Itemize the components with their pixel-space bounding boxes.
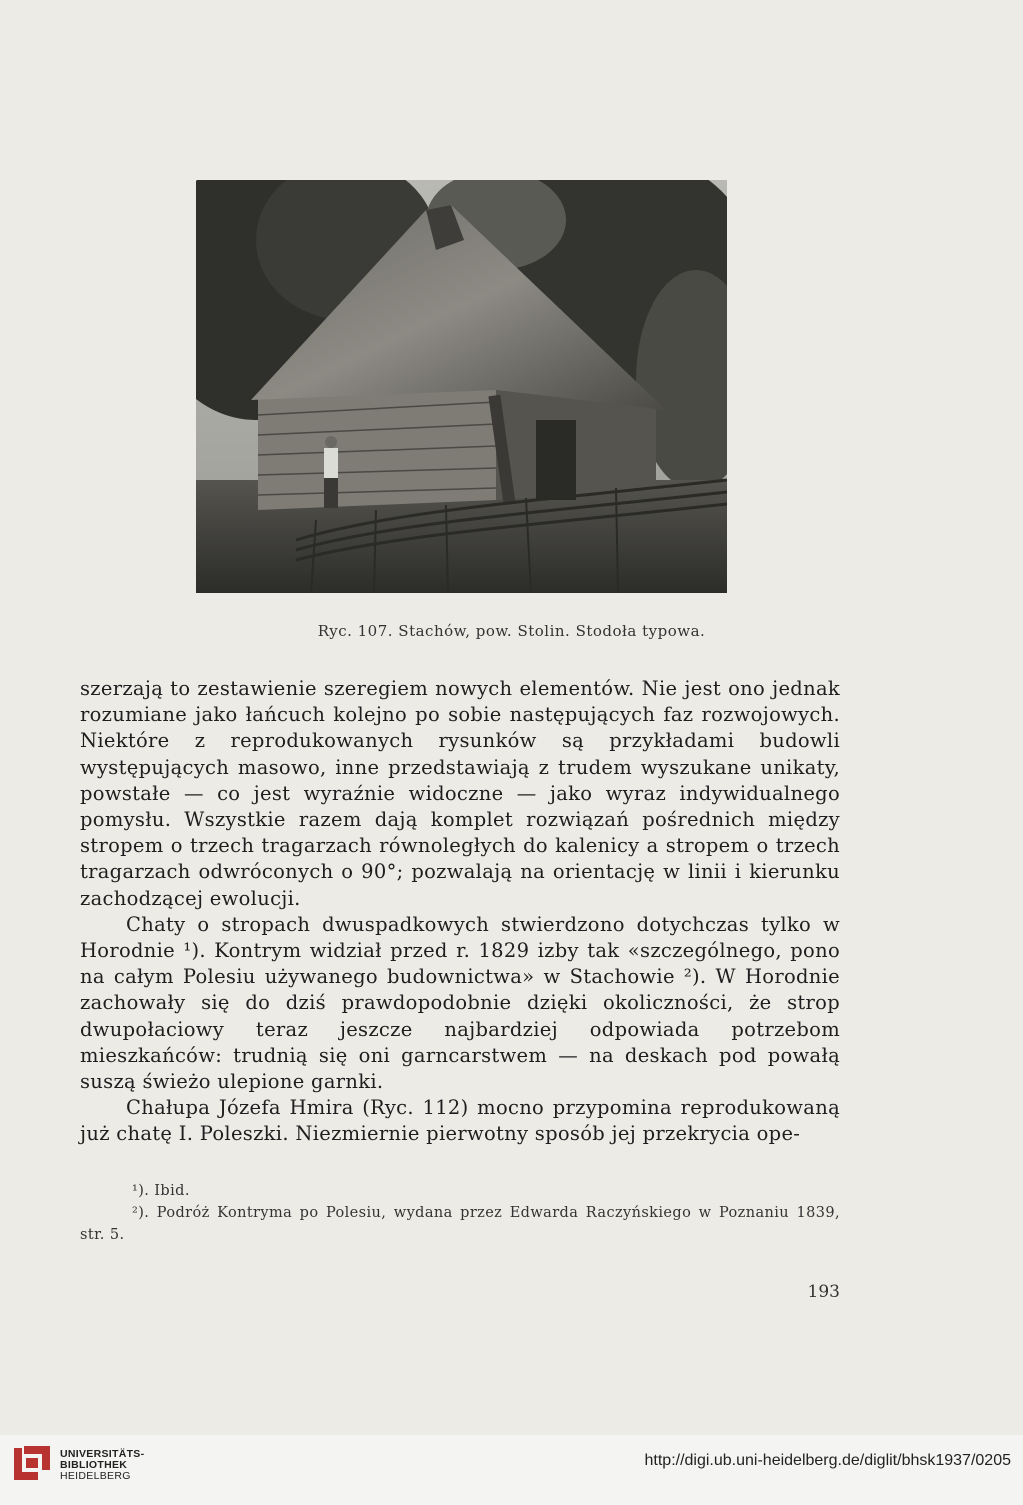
paragraph-3: Chałupa Józefa Hmira (Ryc. 112) mocno przypomina reprodukowaną już chatę I. Poleszki. Niezmiernie pierwotny sposób jej przekrycia ope- bbox=[80, 1096, 840, 1146]
paragraph-2: Chaty o stropach dwuspadkowych stwierdzono dotychczas tylko w Horodnie ¹). Kontrym widział przed r. 1829 izby tak «szczególnego, pono na całym Polesiu używanego budownictwa» w Stachowie ²). W Horodnie zachowały się do dziś prawdopodobnie dzięki okoliczności, że strop dwupołaciowy teraz jeszcze najbardziej odpowiada potrzebom mieszkańców: trudnią się oni garncarstwem — na deskach pod powałą suszą świeżo ulepione garnki. bbox=[80, 912, 840, 1094]
barn-image bbox=[196, 180, 727, 593]
library-name-line-2: BIBLIOTHEK bbox=[60, 1459, 128, 1471]
paragraph-1: szerzają to zestawienie szeregiem nowych elementów. Nie jest ono jednak rozumiane jako łańcuch kolejno po sobie następujących faz rozwojowych. Niektóre z reprodukowanych rysunków są przykładami budowli występujących masowo, inne przedstawiają z trudem wyszukane unikaty, powstałe — co jest wyraźnie widoczne — jako wyraz indywidualnego pomysłu. Wszystkie razem dają komplet rozwiązań pośrednich między stropem o trzech tragarzach równoległych do kalenicy a stropem o trzech tragarzach odwróconych o 90°; pozwalają na orientację w linii i kierunku zachodzącej ewolucji. bbox=[80, 677, 840, 910]
library-name bbox=[60, 1449, 144, 1482]
footnotes bbox=[80, 1180, 840, 1246]
library-name-line-3: HEIDELBERG bbox=[60, 1470, 131, 1482]
footnote-2: ²). Podróż Kontryma po Polesiu, wydana przez Edwarda Raczyńskiego w Poznaniu 1839, str. 5. bbox=[80, 1205, 840, 1243]
footer-bar bbox=[0, 1435, 1023, 1505]
source-url-link[interactable]: http://digi.ub.uni-heidelberg.de/diglit/bhsk1937/0205 bbox=[644, 1452, 1011, 1469]
library-logo-icon bbox=[10, 1440, 54, 1484]
barn-photograph bbox=[196, 180, 727, 593]
figure-caption: Ryc. 107. Stachów, pow. Stolin. Stodoła typowa. bbox=[317, 622, 706, 640]
page-number: 193 bbox=[807, 1282, 840, 1302]
footnote-1: ¹). Ibid. bbox=[132, 1183, 190, 1199]
library-name-line-1: UNIVERSITÄTS- bbox=[60, 1448, 145, 1460]
body-text bbox=[80, 676, 840, 1148]
